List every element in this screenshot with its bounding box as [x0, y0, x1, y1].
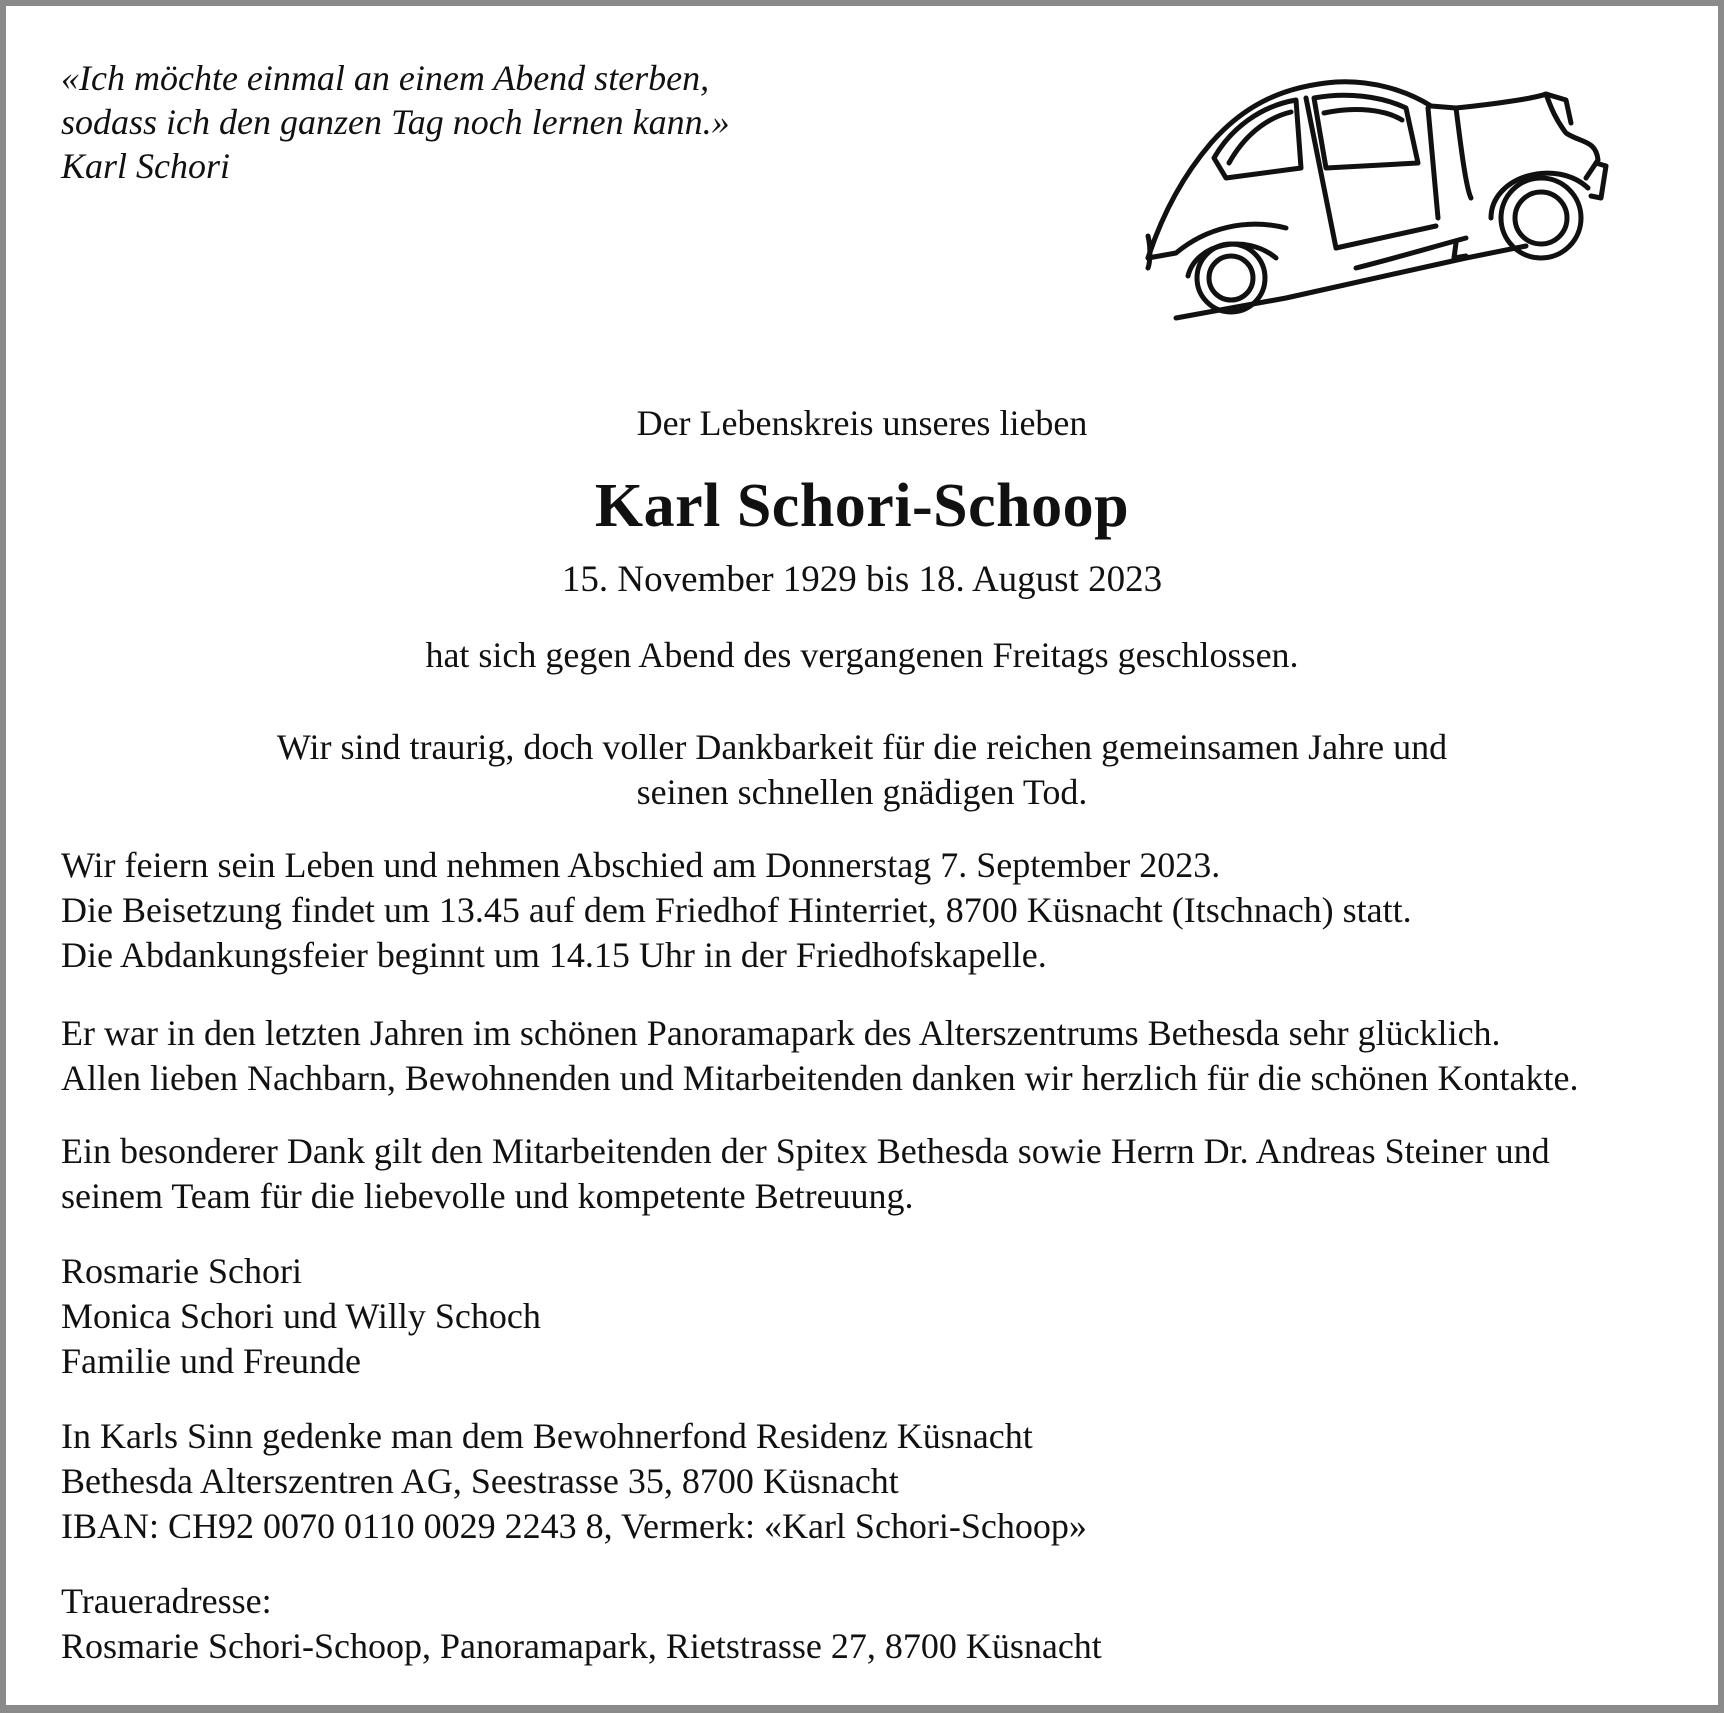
family-line: Familie und Freunde	[61, 1341, 361, 1381]
ceremony-line: Wir feiern sein Leben und nehmen Abschied am Donnerstag 7. September 2023.	[61, 845, 1221, 885]
deceased-name: Karl Schori-Schoop	[594, 472, 1130, 540]
gratitude-line: Ein besonderer Dank gilt den Mitarbeitenden der Spitex Bethesda sowie Herrn Dr. Andreas Steiner und	[61, 1131, 1550, 1171]
intro-text: Der Lebenskreis unseres lieben	[636, 403, 1088, 443]
life-dates: 15. November 1929 bis 18. August 2023	[561, 559, 1163, 600]
vintage-car-icon	[1136, 68, 1646, 340]
thanks-line: Wir sind traurig, doch voller Dankbarkeit für die reichen gemeinsamen Jahre und	[276, 727, 1448, 767]
ceremony-line: Die Abdankungsfeier beginnt um 14.15 Uhr in der Friedhofskapelle.	[61, 935, 1047, 975]
mourning-address	[61, 1579, 1681, 1669]
gratitude-line: seinem Team für die liebevolle und kompetente Betreuung.	[61, 1176, 914, 1216]
donation-line: In Karls Sinn gedenke man dem Bewohnerfond Residenz Küsnacht	[61, 1416, 1033, 1456]
donation-iban: IBAN: CH92 0070 0110 0029 2243 8, Vermerk: «Karl Schori-Schoop»	[61, 1506, 1087, 1546]
donation-paragraph	[61, 1414, 1681, 1549]
family-line: Monica Schori und Willy Schoch	[61, 1296, 541, 1336]
thanks-text	[6, 725, 1718, 815]
quote-author: Karl Schori	[61, 146, 231, 186]
residence-line: Allen lieben Nachbarn, Bewohnenden und Mitarbeitenden danken wir herzlich für die schönen Kontakte.	[61, 1058, 1579, 1098]
address-label: Traueradresse:	[61, 1581, 272, 1621]
residence-line: Er war in den letzten Jahren im schönen Panoramapark des Alterszentrums Bethesda sehr glücklich.	[61, 1013, 1501, 1053]
address-line: Rosmarie Schori-Schoop, Panoramapark, Rietstrasse 27, 8700 Küsnacht	[61, 1626, 1102, 1666]
family-line: Rosmarie Schori	[61, 1251, 302, 1291]
ceremony-paragraph	[61, 843, 1681, 978]
obituary-card	[6, 6, 1718, 1705]
donation-line: Bethesda Alterszentren AG, Seestrasse 35, 8700 Küsnacht	[61, 1461, 899, 1501]
quote-line: «Ich möchte einmal an einem Abend sterben,	[61, 58, 710, 98]
quote-line: sodass ich den ganzen Tag noch lernen kann.»	[61, 102, 730, 142]
quote	[61, 56, 730, 188]
family-signature	[61, 1249, 1681, 1384]
thanks-line: seinen schnellen gnädigen Tod.	[636, 772, 1088, 812]
ceremony-line: Die Beisetzung findet um 13.45 auf dem Friedhof Hinterriet, 8700 Küsnacht (Itschnach) statt.	[61, 890, 1412, 930]
residence-paragraph	[61, 1011, 1681, 1101]
closing-text: hat sich gegen Abend des vergangenen Freitags geschlossen.	[425, 635, 1299, 675]
gratitude-paragraph	[61, 1129, 1681, 1219]
